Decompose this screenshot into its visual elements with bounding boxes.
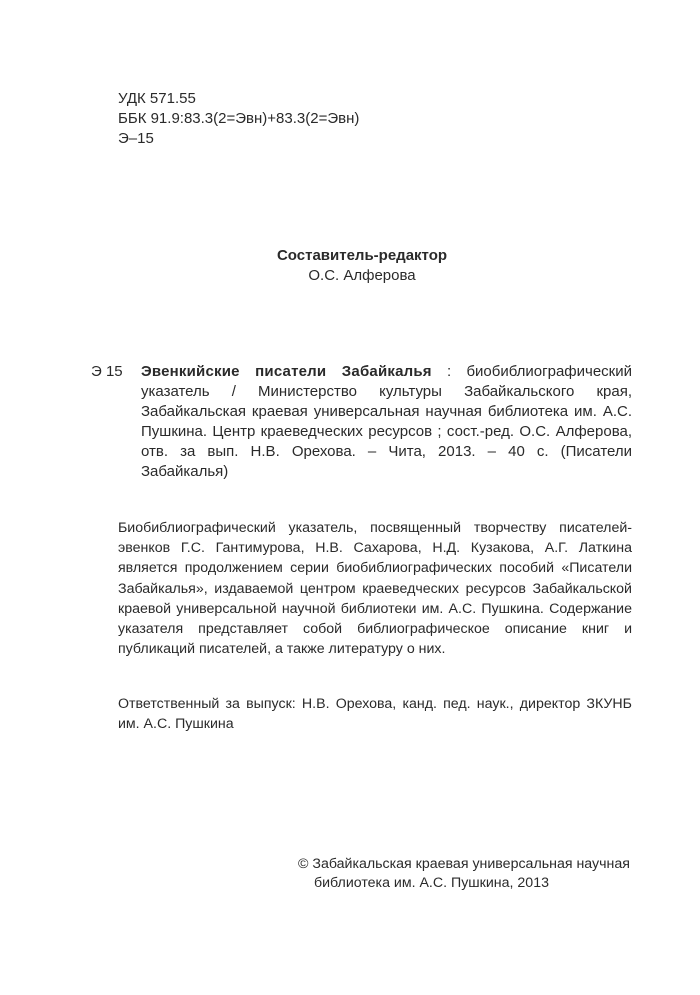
compiler-name: О.С. Алферова [308, 267, 416, 284]
copyright-block [298, 855, 630, 893]
annotation [118, 518, 632, 659]
bbk-code: ББК 91.9:83.3(2=Эвн)+83.3(2=Эвн) [118, 110, 360, 127]
copyright-line-1: © Забайкальская краевая универсальная научная [298, 856, 630, 872]
annotation-text: Биобиблиографический указатель, посвященный творчеству писателей-эвенков Г.С. Гантимурова, Н.В. Сахарова, Н.Д. Кузакова, А.Г. Латкина является продолжением серии биобиблиографических пособий «Писатели Забайкалья», издаваемой центром краеведческих ресурсов Забайкальской краевой универсальной научной библиотеки им. А.С. Пушкина. Содержание указателя представляет собой библиографическое описание книг и публикаций писателей, а также литературу о них. [118, 520, 632, 658]
entry-description: : биобиблиографический указатель / Министерство культуры Забайкальского края, Забайкальская краевая универсальная научная библиотека им. А.С. Пушкина. Центр краеведческих ресурсов ; сост.-ред. О.С. Алферова, отв. за вып. Н.В. Орехова. – Чита, 2013. – 40 с. (Писатели Забайкалья) [141, 363, 632, 480]
bibliographic-entry [141, 362, 632, 482]
compiler-role: Составитель-редактор [276, 247, 448, 264]
copyright-line-2: библиотека им. А.С. Пушкина, 2013 [314, 875, 549, 891]
classification-block [118, 89, 359, 149]
author-mark: Э–15 [118, 130, 154, 147]
udk-code: УДК 571.55 [118, 90, 196, 107]
entry-code: Э 15 [91, 363, 123, 380]
responsible-note: Ответственный за выпуск: Н.В. Орехова, канд. пед. наук., директор ЗКУНБ им. А.С. Пушкина [118, 696, 632, 733]
entry-title: Эвенкийские писатели Забайкалья [141, 363, 432, 380]
